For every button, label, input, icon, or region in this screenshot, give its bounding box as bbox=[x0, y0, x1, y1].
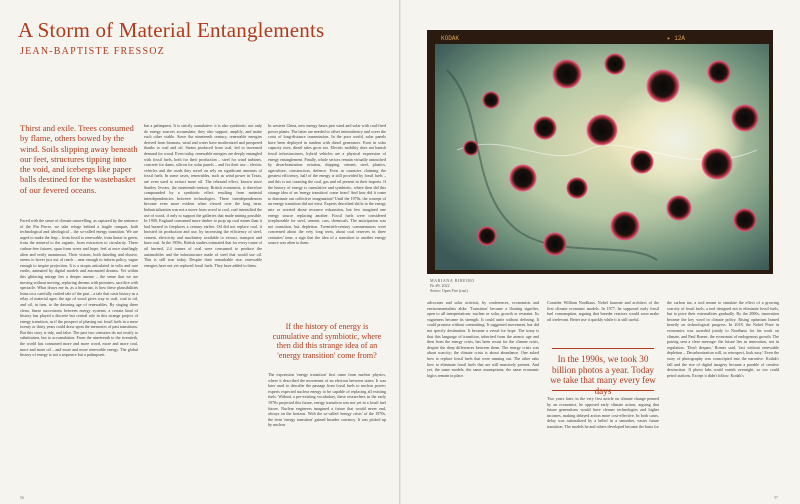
caption-work: Fit #9, 2022 bbox=[430, 283, 450, 288]
lead-paragraph: Thirst and exile. Trees consumed by flame, others bowed by the wind. Soils slipping away beneath our feet, structures tipping into the void, and icebergs like paper balls destined for the wastebasket of our fevered oceans. bbox=[20, 123, 138, 195]
pull-quote-2: In the 1990s, we took 30 billion photos a year. Today we take that many every few bbox=[550, 354, 656, 386]
body-column-3: In western China, new energy bases pair wind and solar with coal-fired power plants. The latter are needed to offset intermittency and cover the costs of long-distance transmission. In the poor world, solar panels have been deployed in tandem with diesel generators. Even in solar capacity rises, diesel sales grow too. Electric mobility does not banish fossil infrastructures, hybrid vehicles are a physical expression of energy entanglement. Finally, whole sectors remain virtually untouched by decarbonization: aviation, shipping, cement, steel, plastics, agriculture, construction, defence. Even in countries claiming the greatest efficiency, half of the energy is still provided by fossil fuels – and this is not counting the coal, gas and oil present in their imports. If the history of energy is cumulative and symbiotic, where then did this strange idea of an 'energy transition' come from? And how did it come to dominate our collective imagination? Until the 1970s, the concept of an energy transition did not exist. Experts described shifts in the energy mix or worried about resource exhaustion, but few imagined one energy source replacing another. Fossil fuels were considered irreplaceable for steel, cement, cars, chemicals. The anticipation was not transition, but depletion. Twentieth-century commentators were concerned about the very long term, about coal reserves in three centuries' time, a sign that the idea of a transition to another energy source was alien to them. bbox=[268, 123, 386, 246]
right-column-2-continued: Two years later, in the very first article on climate change penned by an economist, he opposed early climate action, arguing that future generations would have cleaner technologies and higher incomes, making delayed action more cost-effective. In both cases, delay was rationalized by a belief in a smoother, easier future transition. The models he and others developed became the basis for bbox=[547, 396, 659, 429]
right-column-2: Consider William Nordhaus, Nobel laureate and architect of the first climate economic models. In 1977, he supposed early fossil fuel consumption, arguing that breeder reactors would soon make oil irrelevant. Better use it quickly while it is still useful. bbox=[547, 300, 659, 322]
right-column-3: the carbon tax, a tool meant to simulate the effect of a growing scarcity of fossil fuels, a tool designed not to eliminate fossil fuels, but to price their externalities gradually. By the 2000s, innovation became the key word in climate policy. Rising optimism leaned heavily on technological progress. In 2018, the Nobel Prize in economics was awarded jointly to Nordhaus for his work on climate, and Paul Romer, the economist of endogenous growth. The pairing sent a clear message: the future lies in innovation, not in regulation. 'Don't despair,' Romer said, 'fast without renewable depletion – Decarbonization will, in retrospect, look easy.' Even the story of photography was conscripted into the narrative. Kodak's fall and the rise of digital imagery became a parable of creative destruction. If photo labs could vanish overnight, so too could petrol stations. Except it didn't follow. Kodak's bbox=[667, 300, 779, 378]
folio-right: 57 bbox=[774, 495, 778, 500]
pull-quote-rule-bottom bbox=[552, 390, 654, 391]
photo-caption bbox=[430, 278, 475, 293]
body-column-1: Faced with the sense of climate unravelling, as captured by the sentence of the Pin Pierre, we take refuge behind a fragile rampart, both technological and ideological – the so-called energy transition. We are urged to make the leap – from fossil to renewable, from linear to green, from the mineral to the organic, from extraction to circularity. These carbon-free futures, spun from wires and hope, feel at once startlingly alien and eerily unanimous. Their visions, both dazzling and elusive, seems to hover just out of reach – near enough to inform policy, vague enough to inspire projection. It is a utopia articulated in volts and rare earths, animated by digital models and automated dreams. Yet within this glittering mirage lies a deeper unease – the sense that we are moving without moving, replacing dreams with promises, sacrifice with spectacle. What draws me in, as a historian, is how these plausibilities leans on a carefully crafted tale of the past – a tale that casts history as a relay of material ages: the age of wood gives way to coal, coal to oil, and oil, in turn, to the dawning age of renewables. By staging these clean, linear successions between energy systems, a certain kind of history has played a discrete but central role in this strange project of energy transition, as if the prospect of phasing out fossil fuels in a mere twenty or thirty years could draw upon the memories of past transitions. But this story is tidy, and false. The past two centuries do not testify to substitution, but to accumulation. From the nineteenth to the twentieth, the world has consumed more and more wood, more and more coal, more and more oil – and more and more renewable energy. The global history of energy is not a sequence but a palimpsest. bbox=[20, 218, 138, 358]
body-column-3-continued: The expression 'energy transition' first came from nuclear physics, where it described the movement of an electron between states. It was later used to describe the passage from fossil fuels to nuclear power; experts expected nuclear energy to be capable of replacing all existing fuels. Without a pre-existing vocabulary, these researchers in the early 1970s projected this future, energy transition was not yet in a fossil fuel future. Nuclear engineers imagined a future that would never end, always on the horizon. With the so-called 'energy crisis' of the 1970s, the term 'energy transition' gained broader currency. It was picked up by nuclear bbox=[268, 372, 386, 428]
caption-artist: MARIANA BIBEIRO bbox=[430, 278, 475, 283]
article-title: A Storm of Material Entanglements bbox=[18, 18, 325, 42]
caption-series: Series: Open Fire (rust) bbox=[430, 288, 468, 293]
svg-text:▸ 12A: ▸ 12A bbox=[667, 35, 686, 42]
left-page bbox=[0, 0, 399, 504]
pull-quote-1: If the history of energy is cumulative and symbiotic, where then did this strange idea of an 'energy transition' come from? bbox=[272, 322, 382, 360]
svg-text:KODAK: KODAK bbox=[441, 35, 460, 42]
right-column-1: advocates and solar activists, by conferences, economists and environmentalists alike. 'Transition' became a floating signifier, open to all interpretations: nuclear or solar, growth or restraint. Its vagueness became its strength. It could unite without defining. It could promise without committing. It suggested movement, but did not specify destination. It became a vessel for hope. The irony is that this language of transition, inherited from the atomic age and then from the energy crisis, has been recast for the climate crisis, despite the deep differences between them. The energy crisis was about scarcity; the climate crisis is about abundance. One asked how to replace fossil fuels that were running out. The other asks how to eliminate fossil fuels that are still massively present. And yet, the same models, the same assumptions, the same economic logics remain in place. bbox=[427, 300, 539, 378]
body-column-2: but a palimpsest. It is strictly cumulative: it is also symbiotic: not only do energy sources accumulate, they also support, amplify, and make each other viable. Since the nineteenth century, renewable energies derived from biomass, wind and water have modernized and prospered thanks to coal and oil. Steam produced from coal, fed to increased demand for wood. Even today, renewable energies are deeply entangled with fossil fuels, both for their production – steel for wind turbines, concrete for dams, silicon for solar panels – and for their use – electric vehicles and the roads they travel on rely on significant amounts of fossil fuels. In some cases, renewables, such as wind power in Texas, are even used to extract more oil. The rebound effect, known since Stanley Jevons, the nineteenth-century British economist, is therefore compounded by a symbiotic effect resulting from material interdependencies between technologies. These interdependencies become even more evident when viewed over the long term. Industrialization was not a move from wood to coal, coal intensified the use of wood, if only to support the galleries that made mining possible. In 1900, England consumed more timber to prop up coal mines than it had burned in fireplaces a century earlier. Oil did not replace coal, it boosted its production and use, by increasing the efficiency of steel, cement, electricity and machinery available to extract, transport and burn coal. In the 1950s, British studies estimated that for every tonne of oil burned, 2.4 tonnes of coal were consumed to produce the automobiles and the infrastructure made of steel that would use oil. This is still true today. Despite their remarkable rise, renewable energies have not yet replaced fossil fuels. They have added to them. bbox=[144, 123, 262, 268]
artwork-photo bbox=[427, 30, 773, 274]
folio-left: 56 bbox=[20, 495, 24, 500]
pull-quote-rule-top bbox=[552, 348, 654, 349]
article-author: JEAN-BAPTISTE FRESSOZ bbox=[20, 46, 165, 57]
burnt-film-image bbox=[427, 30, 773, 274]
